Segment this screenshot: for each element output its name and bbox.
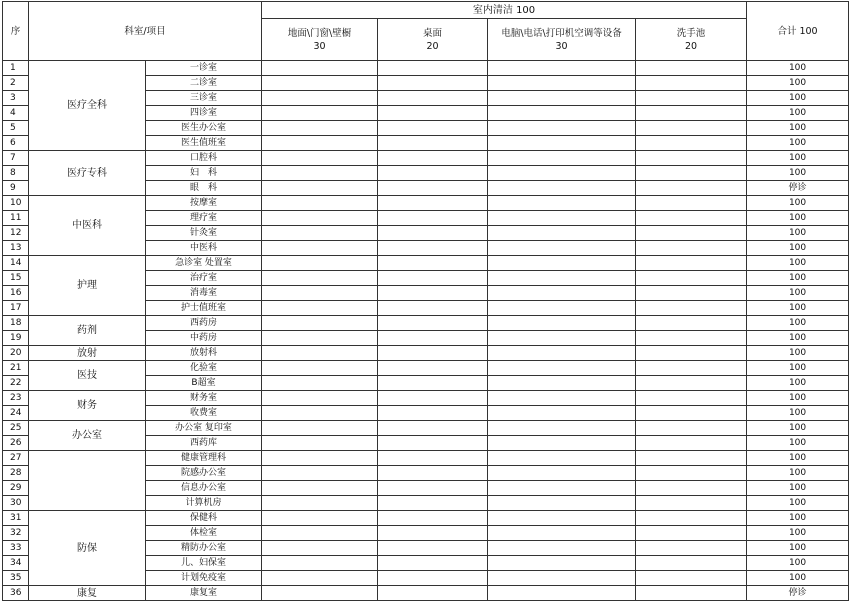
score-cell[interactable] [488,76,636,91]
table-row [3,151,849,166]
row-seq: 28 [3,466,29,481]
dept-group-cell: 放射 [29,346,146,361]
row-seq: 24 [3,406,29,421]
score-cell[interactable] [488,91,636,106]
row-seq: 22 [3,376,29,391]
score-cell[interactable] [262,346,378,361]
score-cell[interactable] [378,106,488,121]
table-row [3,256,849,271]
score-cell[interactable] [262,466,378,481]
score-cell[interactable] [636,211,747,226]
total-cell: 100 [747,526,849,541]
score-cell[interactable] [378,76,488,91]
room-cell: 妇 科 [146,166,262,181]
room-cell: 西药库 [146,436,262,451]
header-col-name: 地面\门窗\壁橱 [287,27,352,39]
score-cell[interactable] [488,61,636,76]
row-seq: 25 [3,421,29,436]
score-cell[interactable] [262,271,378,286]
row-seq: 9 [3,181,29,196]
score-cell[interactable] [378,526,488,541]
score-cell[interactable] [262,436,378,451]
total-cell: 100 [747,91,849,106]
score-cell[interactable] [262,586,378,601]
total-cell: 100 [747,166,849,181]
room-cell: 四诊室 [146,106,262,121]
score-cell[interactable] [636,196,747,211]
total-cell: 100 [747,76,849,91]
score-cell[interactable] [636,421,747,436]
total-cell: 100 [747,121,849,136]
header-col-name: 洗手池 [676,27,706,39]
total-cell: 100 [747,196,849,211]
score-cell[interactable] [378,181,488,196]
score-cell[interactable] [636,76,747,91]
total-cell: 停诊 [747,181,849,196]
dept-group-cell: 药剂 [29,316,146,346]
score-cell[interactable] [636,301,747,316]
header-col-score: 30 [313,40,326,52]
score-cell[interactable] [636,586,747,601]
row-seq: 35 [3,571,29,586]
score-cell[interactable] [378,256,488,271]
row-seq: 26 [3,436,29,451]
score-cell[interactable] [378,61,488,76]
score-cell[interactable] [488,211,636,226]
score-cell[interactable] [262,61,378,76]
score-cell[interactable] [636,496,747,511]
dept-group-cell: 医疗全科 [29,61,146,151]
row-seq: 7 [3,151,29,166]
row-seq: 21 [3,361,29,376]
total-cell: 100 [747,316,849,331]
room-cell: 收费室 [146,406,262,421]
score-cell[interactable] [262,256,378,271]
room-cell: 康复室 [146,586,262,601]
total-cell: 100 [747,556,849,571]
room-cell: 西药房 [146,316,262,331]
table-row [3,391,849,406]
score-cell[interactable] [378,406,488,421]
score-cell[interactable] [636,91,747,106]
table-row [3,346,849,361]
score-cell[interactable] [378,391,488,406]
total-cell: 100 [747,451,849,466]
score-cell[interactable] [262,211,378,226]
score-cell[interactable] [488,466,636,481]
score-cell[interactable] [636,286,747,301]
row-seq: 29 [3,481,29,496]
total-cell: 100 [747,106,849,121]
cleaning-score-table [2,1,849,601]
dept-group-cell: 医疗专科 [29,151,146,196]
score-cell[interactable] [636,541,747,556]
total-cell: 100 [747,406,849,421]
score-cell[interactable] [488,286,636,301]
row-seq: 30 [3,496,29,511]
total-cell: 100 [747,436,849,451]
score-cell[interactable] [488,556,636,571]
score-cell[interactable] [488,151,636,166]
header-col-name: 电脑\电话\打印机空调等设备 [501,27,622,39]
score-cell[interactable] [378,541,488,556]
score-cell[interactable] [378,571,488,586]
row-seq: 32 [3,526,29,541]
score-cell[interactable] [378,586,488,601]
score-cell[interactable] [488,331,636,346]
total-cell: 100 [747,361,849,376]
score-cell[interactable] [262,376,378,391]
room-cell: 理疗室 [146,211,262,226]
score-cell[interactable] [488,496,636,511]
row-seq: 5 [3,121,29,136]
row-seq: 17 [3,301,29,316]
total-cell: 100 [747,301,849,316]
room-cell: 精防办公室 [146,541,262,556]
row-seq: 12 [3,226,29,241]
score-cell[interactable] [488,196,636,211]
score-cell[interactable] [262,391,378,406]
header-col-floor-windows [262,19,378,61]
score-cell[interactable] [488,451,636,466]
score-cell[interactable] [378,196,488,211]
score-cell[interactable] [488,346,636,361]
score-cell[interactable] [488,181,636,196]
score-cell[interactable] [488,241,636,256]
score-cell[interactable] [262,556,378,571]
room-cell: 计算机房 [146,496,262,511]
score-cell[interactable] [488,526,636,541]
score-cell[interactable] [636,391,747,406]
room-cell: 针灸室 [146,226,262,241]
score-cell[interactable] [378,121,488,136]
score-cell[interactable] [262,406,378,421]
score-cell[interactable] [262,496,378,511]
row-seq: 1 [3,61,29,76]
score-cell[interactable] [488,481,636,496]
room-cell: 办公室 复印室 [146,421,262,436]
score-cell[interactable] [378,211,488,226]
row-seq: 8 [3,166,29,181]
score-cell[interactable] [636,511,747,526]
total-cell: 100 [747,571,849,586]
row-seq: 15 [3,271,29,286]
score-cell[interactable] [488,406,636,421]
score-cell[interactable] [636,136,747,151]
score-cell[interactable] [488,571,636,586]
room-cell: B超室 [146,376,262,391]
row-seq: 2 [3,76,29,91]
score-cell[interactable] [378,286,488,301]
score-cell[interactable] [378,361,488,376]
score-cell[interactable] [636,151,747,166]
score-cell[interactable] [262,181,378,196]
score-cell[interactable] [262,571,378,586]
score-cell[interactable] [378,346,488,361]
score-cell[interactable] [262,196,378,211]
score-cell[interactable] [636,256,747,271]
score-cell[interactable] [488,136,636,151]
score-cell[interactable] [636,241,747,256]
total-cell: 100 [747,151,849,166]
score-cell[interactable] [636,271,747,286]
score-cell[interactable] [488,376,636,391]
score-cell[interactable] [636,61,747,76]
score-cell[interactable] [378,481,488,496]
row-seq: 11 [3,211,29,226]
score-cell[interactable] [262,361,378,376]
score-cell[interactable] [488,121,636,136]
header-col-equipment [488,19,636,61]
room-cell: 口腔科 [146,151,262,166]
score-cell[interactable] [488,316,636,331]
room-cell: 急诊室 处置室 [146,256,262,271]
score-cell[interactable] [262,286,378,301]
score-cell[interactable] [488,361,636,376]
dept-group-cell: 医技 [29,361,146,391]
score-cell[interactable] [262,106,378,121]
room-cell: 治疗室 [146,271,262,286]
score-cell[interactable] [262,151,378,166]
room-cell: 化验室 [146,361,262,376]
score-cell[interactable] [378,316,488,331]
total-cell: 100 [747,256,849,271]
score-cell[interactable] [378,241,488,256]
score-cell[interactable] [262,166,378,181]
score-cell[interactable] [636,451,747,466]
table-row [3,511,849,526]
score-cell[interactable] [262,511,378,526]
room-cell: 消毒室 [146,286,262,301]
room-cell: 医生办公室 [146,121,262,136]
score-cell[interactable] [636,226,747,241]
score-cell[interactable] [378,331,488,346]
score-cell[interactable] [488,226,636,241]
total-cell: 100 [747,481,849,496]
room-cell: 二诊室 [146,76,262,91]
score-cell[interactable] [636,346,747,361]
total-cell: 100 [747,541,849,556]
table-body [3,61,849,601]
score-cell[interactable] [262,121,378,136]
score-cell[interactable] [378,451,488,466]
row-seq: 14 [3,256,29,271]
score-cell[interactable] [488,271,636,286]
score-cell[interactable] [262,136,378,151]
room-cell: 中药房 [146,331,262,346]
row-seq: 23 [3,391,29,406]
header-col-score: 30 [555,40,568,52]
score-cell[interactable] [636,361,747,376]
score-cell[interactable] [262,91,378,106]
score-cell[interactable] [636,526,747,541]
dept-group-cell [29,451,146,511]
total-cell: 100 [747,496,849,511]
header-col-sink [636,19,747,61]
score-cell[interactable] [262,316,378,331]
row-seq: 18 [3,316,29,331]
score-cell[interactable] [378,496,488,511]
row-seq: 10 [3,196,29,211]
score-cell[interactable] [262,526,378,541]
row-seq: 4 [3,106,29,121]
score-cell[interactable] [262,301,378,316]
score-cell[interactable] [262,76,378,91]
score-cell[interactable] [488,166,636,181]
header-col-desk [378,19,488,61]
score-cell[interactable] [488,256,636,271]
total-cell: 100 [747,136,849,151]
dept-group-cell: 防保 [29,511,146,586]
score-cell[interactable] [378,511,488,526]
table-row [3,61,849,76]
table-row [3,196,849,211]
score-cell[interactable] [378,166,488,181]
score-cell[interactable] [262,226,378,241]
score-cell[interactable] [636,571,747,586]
score-cell[interactable] [262,421,378,436]
row-seq: 27 [3,451,29,466]
row-seq: 36 [3,586,29,601]
row-seq: 34 [3,556,29,571]
score-cell[interactable] [636,121,747,136]
score-cell[interactable] [378,271,488,286]
room-cell: 按摩室 [146,196,262,211]
score-cell[interactable] [488,436,636,451]
score-cell[interactable] [636,166,747,181]
header-indoor-cleaning: 室内清洁 100 [262,2,747,19]
total-cell: 100 [747,241,849,256]
dept-group-cell: 财务 [29,391,146,421]
total-cell: 100 [747,391,849,406]
room-cell: 保健科 [146,511,262,526]
room-cell: 院感办公室 [146,466,262,481]
row-seq: 13 [3,241,29,256]
room-cell: 信息办公室 [146,481,262,496]
total-cell: 100 [747,466,849,481]
score-cell[interactable] [636,436,747,451]
room-cell: 医生值班室 [146,136,262,151]
score-cell[interactable] [378,301,488,316]
room-cell: 儿、妇保室 [146,556,262,571]
total-cell: 100 [747,331,849,346]
room-cell: 护士值班室 [146,301,262,316]
dept-group-cell: 护理 [29,256,146,316]
score-cell[interactable] [636,466,747,481]
score-cell[interactable] [378,436,488,451]
total-cell: 100 [747,511,849,526]
room-cell: 中医科 [146,241,262,256]
dept-group-cell: 康复 [29,586,146,601]
score-cell[interactable] [636,331,747,346]
score-cell[interactable] [636,181,747,196]
total-cell: 100 [747,61,849,76]
room-cell: 一诊室 [146,61,262,76]
header-col-score: 20 [684,40,698,52]
score-cell[interactable] [488,301,636,316]
header-dept-item: 科室/项目 [29,2,262,61]
score-cell[interactable] [378,466,488,481]
score-cell[interactable] [488,106,636,121]
header-seq: 序 [3,2,29,61]
total-cell: 停诊 [747,586,849,601]
header-col-score: 20 [426,40,439,52]
score-cell[interactable] [378,226,488,241]
room-cell: 计划免疫室 [146,571,262,586]
row-seq: 3 [3,91,29,106]
total-cell: 100 [747,421,849,436]
score-cell[interactable] [636,481,747,496]
score-cell[interactable] [262,541,378,556]
score-cell[interactable] [262,331,378,346]
score-cell[interactable] [378,91,488,106]
room-cell: 三诊室 [146,91,262,106]
row-seq: 16 [3,286,29,301]
table-row [3,421,849,436]
score-cell[interactable] [488,511,636,526]
score-cell[interactable] [488,421,636,436]
score-cell[interactable] [636,556,747,571]
row-seq: 19 [3,331,29,346]
dept-group-cell: 办公室 [29,421,146,451]
header-col-name: 桌面 [423,27,443,39]
score-cell[interactable] [636,376,747,391]
score-cell[interactable] [636,316,747,331]
score-cell[interactable] [378,376,488,391]
score-cell[interactable] [488,541,636,556]
total-cell: 100 [747,226,849,241]
table-row [3,316,849,331]
dept-group-cell: 中医科 [29,196,146,256]
total-cell: 100 [747,271,849,286]
row-seq: 6 [3,136,29,151]
score-cell[interactable] [636,406,747,421]
score-cell[interactable] [378,151,488,166]
room-cell: 体检室 [146,526,262,541]
room-cell: 放射科 [146,346,262,361]
score-cell[interactable] [262,451,378,466]
row-seq: 33 [3,541,29,556]
row-seq: 20 [3,346,29,361]
table-row [3,586,849,601]
total-cell: 100 [747,286,849,301]
score-cell[interactable] [378,556,488,571]
total-cell: 100 [747,211,849,226]
table-row [3,361,849,376]
room-cell: 眼 科 [146,181,262,196]
header-total: 合计 100 [747,2,849,61]
total-cell: 100 [747,346,849,361]
row-seq: 31 [3,511,29,526]
score-cell[interactable] [636,106,747,121]
total-cell: 100 [747,376,849,391]
score-cell[interactable] [378,421,488,436]
room-cell: 健康管理科 [146,451,262,466]
score-cell[interactable] [488,586,636,601]
score-cell[interactable] [378,136,488,151]
room-cell: 财务室 [146,391,262,406]
score-cell[interactable] [262,241,378,256]
table-row [3,451,849,466]
score-cell[interactable] [262,481,378,496]
score-cell[interactable] [488,391,636,406]
